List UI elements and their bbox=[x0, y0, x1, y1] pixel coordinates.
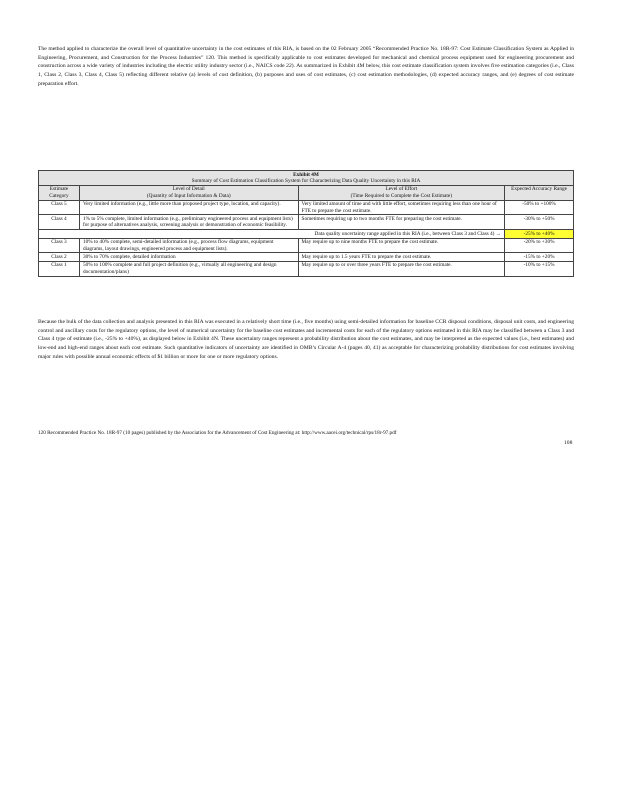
row-detail: 1% to 5% complete, limited information (e.g., preliminary engineered process and equipment lists) for purpose of alternatives analysis, screening analysis or demonstration of economic feasibility. bbox=[79, 215, 298, 230]
ria-range-note: Data quality uncertainty range applied in this RIA (i.e., between Class 3 and Class 4) → bbox=[39, 230, 505, 238]
header-effort-title: Level of Effort bbox=[385, 186, 418, 193]
row-effort: May require up to nine months FTE to prepare the cost estimate. bbox=[298, 238, 505, 253]
header-detail bbox=[79, 185, 298, 200]
row-range: -15% to +20% bbox=[505, 253, 574, 261]
row-detail: 10% to 40% complete, semi-detailed information (e.g., process flow diagrams, equipment diagrams, layout drawings, engineered process and equipment lists). bbox=[79, 238, 298, 253]
footnote: 120 Recommended Practice No. 18R-97 (10 pages) published by the Association for the Advancement of Cost Engineering at: http://www.aacei.org/technical/rps/18r-97.pdf bbox=[38, 430, 397, 436]
row-category: Class 2 bbox=[39, 253, 80, 261]
row-range: -20% to +30% bbox=[505, 238, 574, 253]
row-detail: 30% to 70% complete, detailed information bbox=[79, 253, 298, 261]
row-detail: Very limited information (e.g., little more than proposed project type, location, and capacity). bbox=[79, 200, 298, 215]
header-detail-title: Level of Detail bbox=[172, 186, 205, 193]
exhibit-header bbox=[39, 171, 574, 186]
row-effort: Very limited amount of time and with little effort, sometimes requiring less than one hour of FTE to prepare the cost estimate. bbox=[298, 200, 505, 215]
page-number: 108 bbox=[564, 440, 573, 446]
row-range: -50% to +100% bbox=[505, 200, 574, 215]
row-category: Class 5 bbox=[39, 200, 80, 215]
header-detail-subtitle: (Quantity of Input Information & Data) bbox=[146, 192, 231, 199]
table-row bbox=[39, 200, 574, 215]
row-range: -10% to +15% bbox=[505, 261, 574, 276]
exhibit-4m-table bbox=[38, 170, 574, 277]
row-category: Class 1 bbox=[39, 261, 80, 276]
header-effort-subtitle: (Time Required to Complete the Cost Estimate) bbox=[350, 192, 452, 199]
header-range: Expected Accuracy Range bbox=[505, 185, 574, 200]
table-row bbox=[39, 215, 574, 230]
row-effort: Sometimes requiring up to two months FTE for preparing the cost estimate. bbox=[298, 215, 505, 230]
header-category: Estimate Category bbox=[39, 185, 80, 200]
header-effort bbox=[298, 185, 505, 200]
exhibit-4m-table-container bbox=[38, 170, 574, 277]
analysis-paragraph: Because the bulk of the data collection and analysis presented in this RIA was executed in a relatively short time (i.e., five months) using semi-detailed information for baseline CCR disposal conditions, disposal unit costs, and engineering control and ancillary costs for the regulatory options, the level of numerical uncertainty for the baseline cost estimates and incremental costs for each of the regulatory options estimated in this RIA may be classified between a Class 3 and Class 4 type of estimate (i.e., -25% to +40%), as displayed below in Exhibit 4N. These uncertainty ranges represent a probability distribution about the cost estimates, and may be interpreted as the expected values (i.e., best estimates) and low-end and high-end ranges about each cost estimate. Such quantitative indicators of uncertainty are identified in OMB’s Circular A-4 (pages 40, 41) as acceptable for characterizing probability distributions for cost estimates involving major rules with possible annual economic effects of $1 billion or more for one or more regulatory options. bbox=[38, 319, 574, 360]
row-category: Class 3 bbox=[39, 238, 80, 253]
exhibit-number: Exhibit 4M bbox=[293, 171, 319, 178]
row-detail: 50% to 100% complete and full project definition (e.g., virtually all engineering and design documentation/plans) bbox=[79, 261, 298, 276]
exhibit-title: Summary of Cost Estimation Classification System for Characterizing Data Quality Uncertainty in this RIA bbox=[191, 177, 421, 184]
row-effort: May require up to 1.5 years FTE to prepare the cost estimate. bbox=[298, 253, 505, 261]
table-row bbox=[39, 238, 574, 253]
table-row bbox=[39, 261, 574, 276]
intro-paragraph: The method applied to characterize the overall level of quantitative uncertainty in the cost estimates of this RIA, is based on the 02 February 2005 “Recommended Practice No. 18R-97: Cost Estimate Classification System as Applied in Engineering, Procurement, and Construction for the Process Industries” 120. This method is specifically applicable to cost estimates developed for mechanical and chemical process equipment used for engineering procurement and construction across a wide variety of industries including the electric utility industry sector (i.e., NAICS code 22). As summarized in Exhibit 4M below, this cost estimate classification system involves five estimation categories (i.e., Class 1, Class 2, Class 3, Class 4, Class 5) reflecting different relative (a) levels of cost definition, (b) purposes and uses of cost estimates, (c) cost estimation methodologies, (d) expected accuracy ranges, and (e) degrees of cost estimate preparation effort. bbox=[38, 46, 574, 87]
ria-range-row bbox=[39, 230, 574, 238]
ria-range-value: -25% to +40% bbox=[505, 230, 574, 238]
row-effort: May require up to or over three years FTE to prepare the cost estimate. bbox=[298, 261, 505, 276]
table-row bbox=[39, 253, 574, 261]
row-range: -30% to +50% bbox=[505, 215, 574, 230]
row-category: Class 4 bbox=[39, 215, 80, 230]
table-header-row bbox=[39, 185, 574, 200]
